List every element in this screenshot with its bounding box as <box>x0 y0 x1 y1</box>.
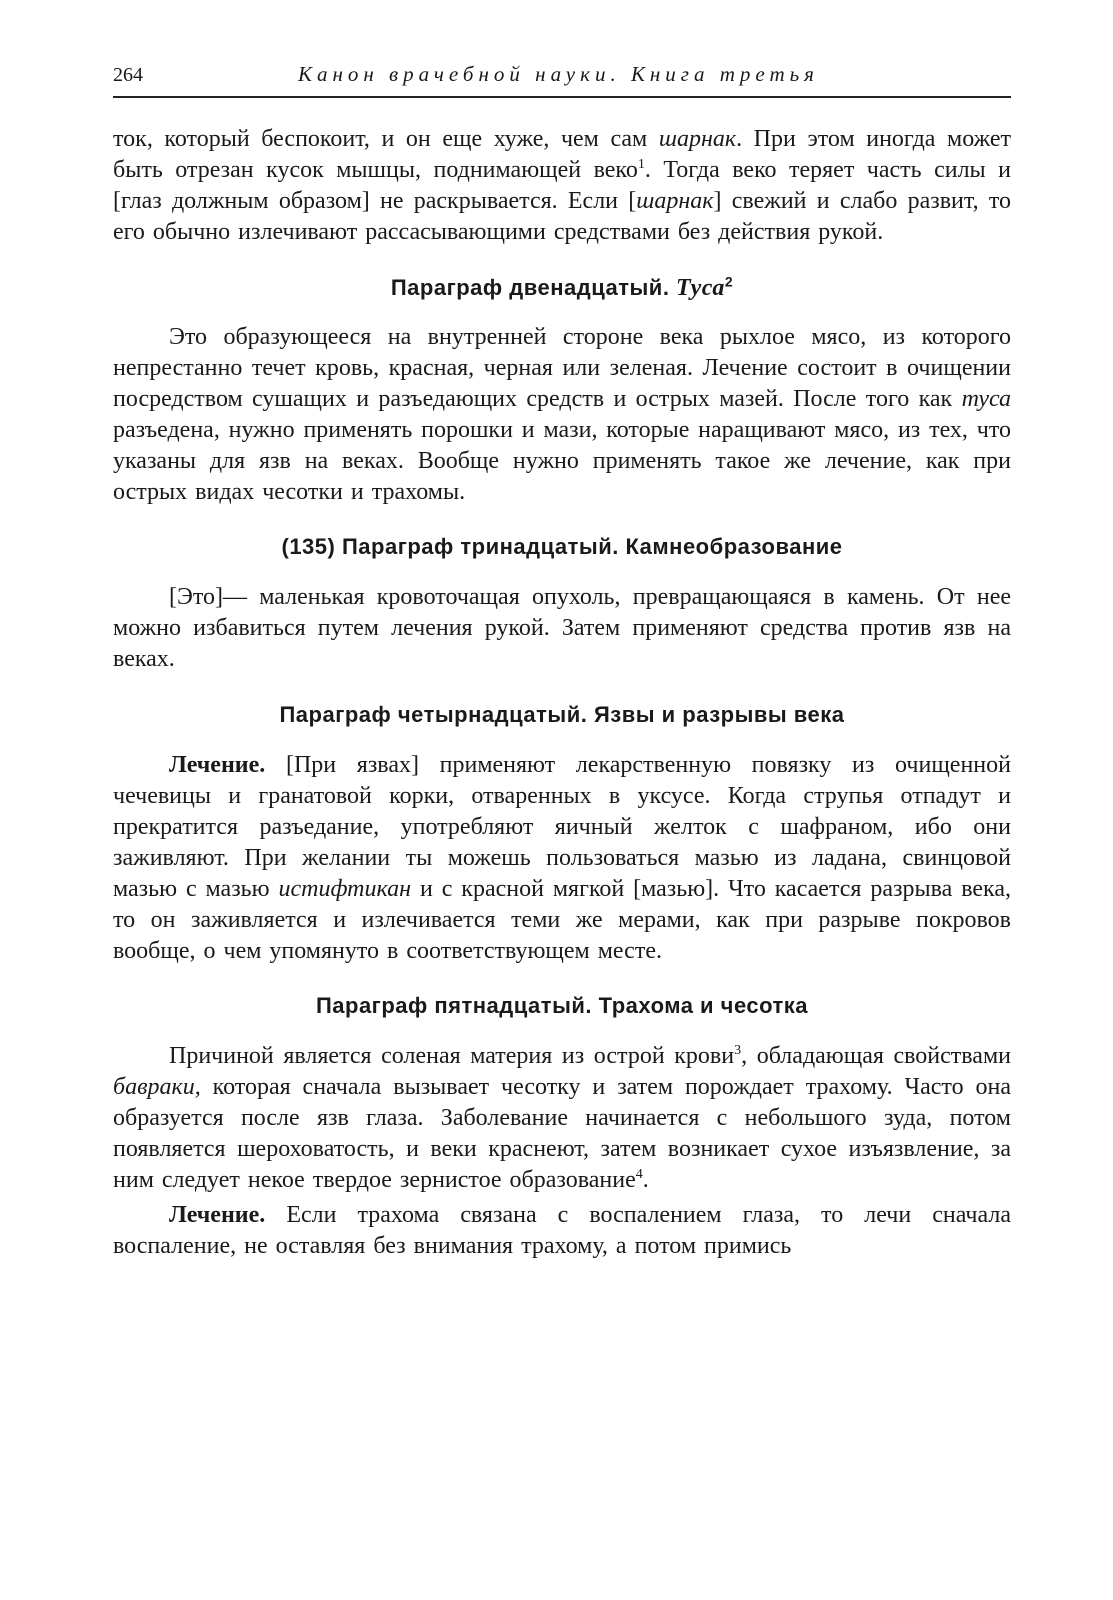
paragraph-continuation <box>113 124 1011 248</box>
text-run: ] свежий и слабо развит, то его обычно излечивают рассасывающими средствами без действия рукой. <box>113 188 1011 245</box>
section-15-paragraph <box>113 1041 1011 1196</box>
footnote-marker: 3 <box>734 1043 742 1058</box>
text-run: Если трахома связана с воспалением глаза, то лечи сначала воспаление, не оставляя без внимания трахому, а потом примись <box>113 1202 1011 1259</box>
term-istiftikan: истифтикан <box>278 876 412 902</box>
section-heading-13: (135) Параграф тринадцатый. Камнеобразование <box>281 534 843 559</box>
body-text <box>113 124 1011 1262</box>
term-sharnak: шарнак <box>636 188 714 214</box>
text-run: . <box>642 1167 649 1193</box>
heading-term: Туса <box>676 275 725 301</box>
footnote-marker: 4 <box>635 1167 643 1182</box>
text-run: Причиной является соленая материя из острой крови <box>169 1043 735 1069</box>
text-run: , обладающая свойствами <box>741 1043 1011 1069</box>
heading-text: Параграф двенадцатый. <box>390 275 677 300</box>
text-run: . При этом иногда может быть отрезан кусок мышцы, поднимающей веко <box>113 126 1012 183</box>
text-run: разъедена, нужно применять порошки и мази, которые наращивают мясо, из тех, что указаны для язв на веках. Вообще нужно применять такое же лечение, как при острых видах чесотки и трахомы. <box>113 417 1011 505</box>
lead-label: Лечение. <box>169 1202 266 1228</box>
text-run: ток, который беспокоит, и он еще хуже, чем сам <box>113 126 659 152</box>
footnote-marker: 1 <box>637 157 645 172</box>
term-sharnak: шарнак <box>658 126 737 152</box>
section-15-treatment-paragraph <box>113 1200 1011 1262</box>
section-heading-12 <box>113 275 1011 302</box>
section-12-paragraph <box>113 322 1011 508</box>
text-run: . Тогда веко теряет часть силы и [глаз должным образом] не раскрывается. Если [ <box>113 157 1012 214</box>
footnote-marker: 2 <box>724 273 734 290</box>
section-14-paragraph <box>113 750 1011 967</box>
term-bavraka: бавраки, <box>113 1074 201 1100</box>
section-13-paragraph: [Это]— маленькая кровоточащая опухоль, превращающаяся в камень. От нее можно избавиться путем лечения рукой. Затем применяют средства против язв на веках. <box>113 584 1011 672</box>
page-number: 264 <box>113 64 143 86</box>
text-run: и с красной мягкой [мазью]. Что касается разрыва века, то он заживляется и излечивается теми же мерами, как при разрыве покровов вообще, о чем упомянуто в соответствующем месте. <box>113 876 1011 964</box>
text-run: [При язвах] применяют лекарственную повязку из очищенной чечевицы и гранатовой корки, отваренных в уксусе. Когда струпья отпадут и прекратится разъедание, употребляют яичный желток с шафраном, ибо они заживляют. При желании ты можешь пользоваться мазью из ладана, свинцовой мазью с мазью <box>113 752 1011 902</box>
section-heading-14: Параграф четырнадцатый. Язвы и разрывы века <box>279 702 845 727</box>
book-page <box>113 62 1011 1262</box>
text-run: которая сначала вызывает чесотку и затем порождает трахому. Часто она образуется после язв глаза. Заболевание начинается с небольшого зуда, потом появляется шероховатость, и веки краснеют, затем возникает сухое изъязвление, за ним следует некое твердое зернистое образование <box>113 1074 1011 1193</box>
term-tusa: туса <box>961 386 1011 412</box>
section-heading-15: Параграф пятнадцатый. Трахома и чесотка <box>315 993 809 1018</box>
lead-label: Лечение. <box>169 752 266 778</box>
text-run: Это образующееся на внутренней стороне века рыхлое мясо, из которого непрестанно течет кровь, красная, черная или зеленая. Лечение состоит в очищении посредством сушащих и разъедающих средств и острых мазей. После того как <box>113 324 1011 412</box>
running-title: Канон врачебной науки. Книга третья <box>298 62 819 86</box>
running-head <box>113 62 1011 98</box>
